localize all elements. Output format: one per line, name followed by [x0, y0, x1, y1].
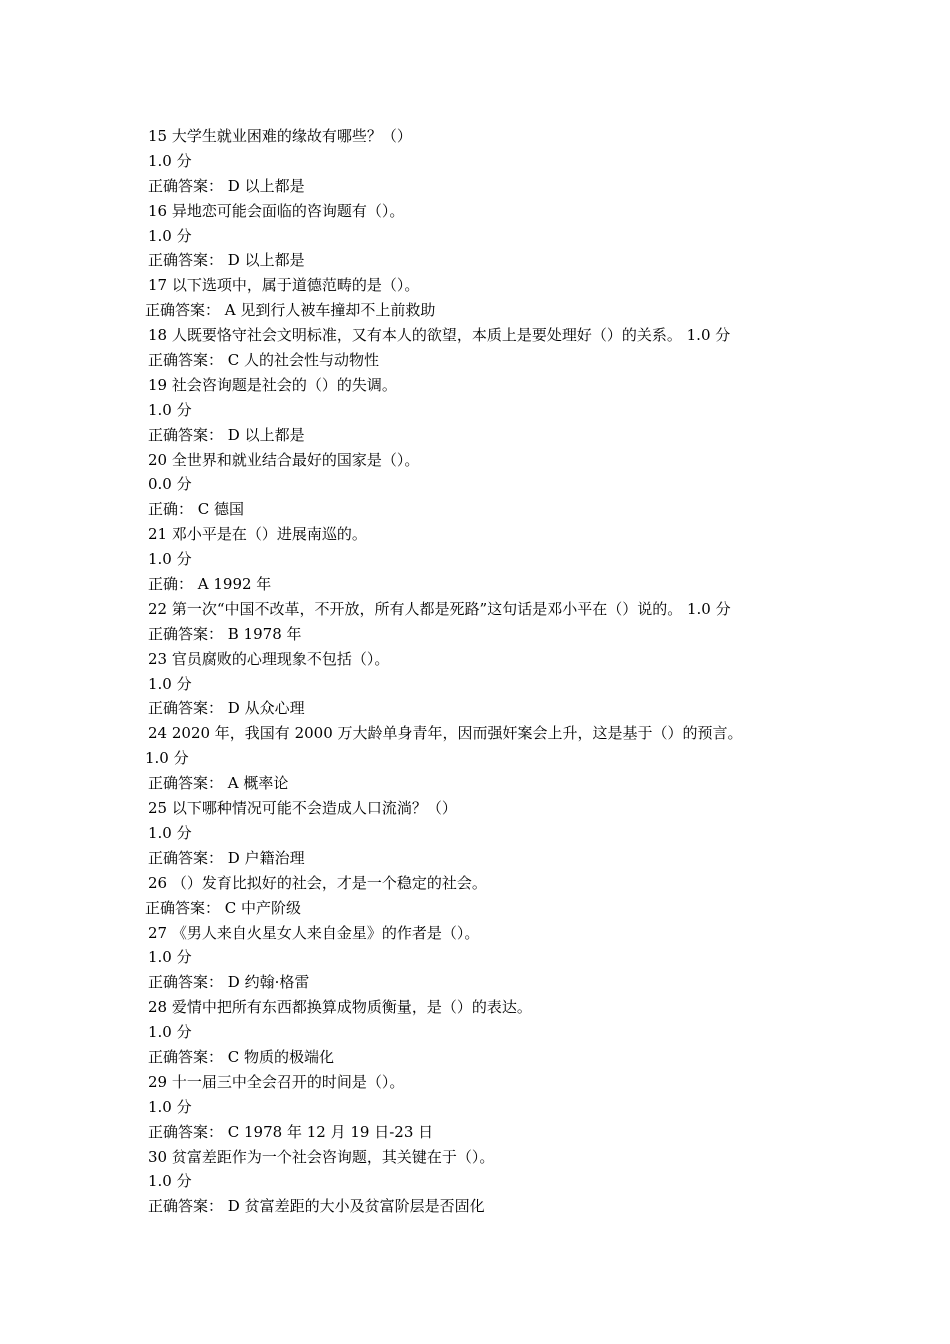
answer-text: 正确答案： C 中产阶级	[145, 898, 302, 917]
answer-text: 正确答案： C 人的社会性与动物性	[148, 351, 380, 370]
answer-text: 正确答案： A 概率论	[148, 774, 289, 793]
question-text: 25 以下哪种情况可能不会造成人口流淌？（）	[148, 799, 457, 818]
answer-text: 正确答案： C 1978 年 12 月 19 日-23 日	[148, 1122, 434, 1141]
answer-text: 正确答案： D 以上都是	[148, 425, 305, 444]
score-text: 1.0 分	[148, 1023, 192, 1042]
question-text: 17 以下选项中，属于道德范畴的是（）。	[148, 276, 420, 295]
question-text: 15 大学生就业困难的缘故有哪些？（）	[148, 127, 412, 145]
answer-text: 正确答案： C 物质的极端化	[148, 1047, 335, 1066]
question-text: 27 《男人来自火星女人来自金星》的作者是（）。	[148, 923, 480, 942]
answer-text: 正确答案： B 1978 年	[148, 624, 302, 643]
score-text: 0.0 分	[148, 475, 192, 494]
answer-text: 正确答案： D 以上都是	[148, 251, 305, 270]
answer-text: 正确答案： D 户籍治理	[148, 848, 305, 867]
question-text: 29 十一届三中全会召开的时间是（）。	[148, 1072, 405, 1091]
question-text: 19 社会咨询题是社会的（）的失调。	[148, 375, 397, 394]
answer-text: 正确： A 1992 年	[148, 575, 272, 594]
question-text: 16 异地恋可能会面临的咨询题有（）。	[148, 201, 405, 220]
answer-text: 正确答案： D 以上都是	[148, 176, 305, 195]
question-text: 21 邓小平是在（）进展南巡的。	[148, 525, 367, 544]
question-text: 24 2020 年，我国有 2000 万大龄单身青年，因而强奸案会上升，这是基于（）的预言。	[148, 724, 743, 743]
answer-text: 正确答案： D 从众心理	[148, 699, 305, 718]
question-text: 30 贫富差距作为一个社会咨询题，其关键在于（）。	[148, 1147, 495, 1166]
question-text: 28 爱情中把所有东西都换算成物质衡量，是（）的表达。	[148, 998, 532, 1017]
question-text: 26 （）发育比拟好的社会，才是一个稳定的社会。	[148, 873, 487, 892]
score-text: 1.0 分	[148, 948, 192, 967]
score-text: 1.0 分	[148, 823, 192, 842]
score-text: 1.0 分	[148, 1097, 192, 1116]
score-text: 1.0 分	[148, 550, 192, 569]
question-text: 20 全世界和就业结合最好的国家是（）。	[148, 450, 420, 469]
question-text: 22 第一次“中国不改革，不开放，所有人都是死路”这句话是邓小平在（）说的。 1.0 分	[148, 599, 731, 618]
question-text: 23 官员腐败的心理现象不包括（）。	[148, 649, 390, 668]
document-body	[0, 124, 950, 1219]
answer-text: 正确答案： D 约翰·格雷	[148, 973, 310, 992]
score-text: 1.0 分	[148, 400, 192, 419]
score-text: 1.0 分	[148, 226, 192, 245]
score-text: 1.0 分	[148, 151, 192, 170]
answer-text: 正确答案： D 贫富差距的大小及贫富阶层是否固化	[148, 1197, 485, 1216]
answer-text: 正确： C 德国	[148, 500, 245, 519]
question-text: 18 人既要恪守社会文明标准，又有本人的欲望，本质上是要处理好（）的关系。 1.0 分	[148, 326, 731, 345]
score-text: 1.0 分	[148, 674, 192, 693]
score-text: 1.0 分	[148, 1172, 192, 1191]
score-text: 1.0 分	[145, 749, 189, 768]
answer-text: 正确答案： A 见到行人被车撞却不上前救助	[145, 301, 436, 320]
